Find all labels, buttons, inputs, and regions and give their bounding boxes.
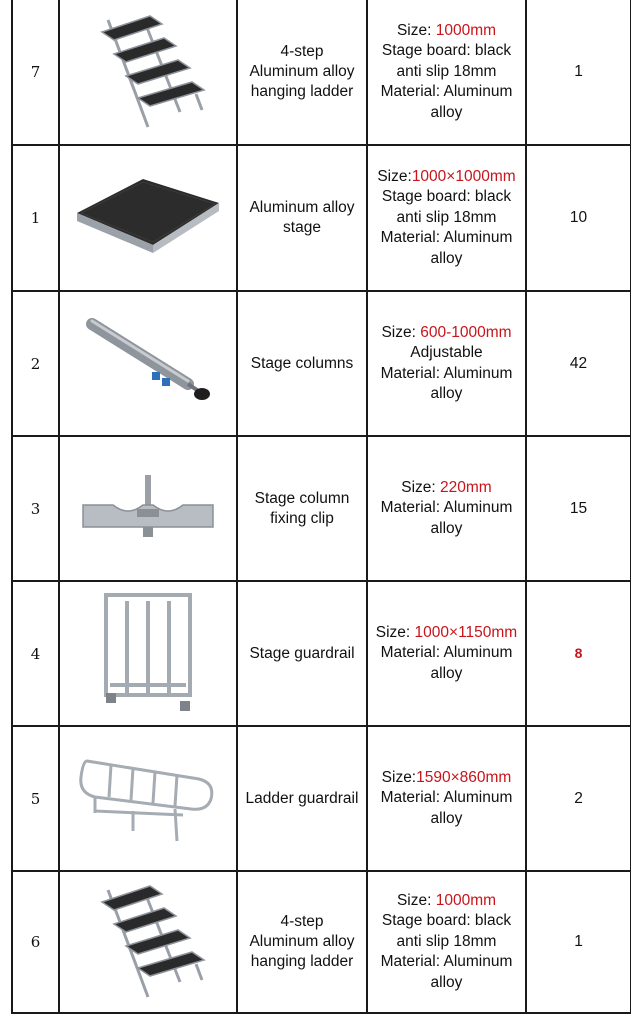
size-label: Size: bbox=[381, 323, 421, 341]
product-name-line: stage bbox=[283, 219, 321, 236]
spec-line: Material: Aluminum bbox=[380, 229, 513, 247]
spec-line: Material: Aluminum bbox=[380, 953, 513, 971]
product-name-line: fixing clip bbox=[270, 509, 334, 527]
product-name bbox=[237, 581, 367, 726]
product-image bbox=[59, 871, 237, 1013]
product-name-line: Aluminum alloy bbox=[249, 933, 355, 950]
product-name bbox=[237, 871, 367, 1013]
quantity bbox=[526, 871, 631, 1013]
product-image bbox=[59, 0, 237, 145]
table-row bbox=[12, 436, 631, 581]
product-image bbox=[59, 436, 237, 581]
quantity-value: 2 bbox=[574, 789, 583, 807]
size-value: 1000×1000mm bbox=[411, 167, 516, 185]
spec-line: anti slip 18mm bbox=[396, 62, 497, 80]
ladder-icon bbox=[60, 882, 236, 1002]
ladder-guardrail-icon bbox=[60, 749, 236, 849]
size-label: Size: bbox=[377, 167, 412, 185]
item-number: 1 bbox=[12, 145, 59, 291]
product-name-line: 4-step bbox=[280, 43, 324, 60]
quantity bbox=[526, 291, 631, 436]
quantity-value: 10 bbox=[569, 209, 588, 226]
quantity bbox=[526, 436, 631, 581]
size-value: 1590×860mm bbox=[416, 768, 512, 786]
ladder-icon bbox=[60, 12, 236, 132]
spec-line: alloy bbox=[430, 664, 463, 682]
product-spec bbox=[367, 581, 526, 726]
item-number: 4 bbox=[12, 581, 59, 726]
item-number: 5 bbox=[12, 726, 59, 871]
product-spec bbox=[367, 871, 526, 1013]
quantity-value: 42 bbox=[569, 354, 588, 372]
spec-line: Material: Aluminum bbox=[380, 364, 513, 382]
product-image bbox=[59, 581, 237, 726]
spec-line: anti slip 18mm bbox=[396, 208, 497, 226]
spec-line: alloy bbox=[430, 103, 463, 121]
item-number: 6 bbox=[12, 871, 59, 1013]
item-number: 3 bbox=[12, 436, 59, 581]
product-name-line: hanging ladder bbox=[250, 83, 354, 100]
product-spec bbox=[367, 145, 526, 291]
product-spec bbox=[367, 726, 526, 871]
spec-line: Stage board: black bbox=[381, 42, 512, 60]
spec-line: Adjustable bbox=[410, 344, 483, 361]
size-value: 600-1000mm bbox=[420, 323, 512, 341]
parts-table bbox=[11, 0, 631, 1014]
table-row bbox=[12, 871, 631, 1013]
product-name-line: Stage guardrail bbox=[249, 644, 355, 662]
spec-line: alloy bbox=[430, 249, 463, 267]
spec-line: Material: Aluminum bbox=[380, 789, 513, 807]
size-label: Size: bbox=[401, 478, 441, 496]
table-row bbox=[12, 0, 631, 145]
size-value: 1000mm bbox=[435, 891, 497, 909]
product-image bbox=[59, 291, 237, 436]
guardrail-icon bbox=[60, 589, 236, 719]
table-row bbox=[12, 581, 631, 726]
spec-line: alloy bbox=[430, 973, 463, 991]
product-spec bbox=[367, 0, 526, 145]
product-name-line: Stage column bbox=[254, 489, 350, 507]
size-line bbox=[368, 623, 525, 644]
product-name bbox=[237, 436, 367, 581]
parts-table-body bbox=[12, 0, 631, 1013]
size-line bbox=[368, 891, 525, 912]
spec-line: anti slip 18mm bbox=[396, 932, 497, 950]
size-label: Size: bbox=[396, 891, 436, 909]
product-name bbox=[237, 0, 367, 145]
spec-line: alloy bbox=[430, 519, 463, 537]
spec-line: Material: Aluminum bbox=[380, 644, 513, 662]
spec-line: Material: Aluminum bbox=[380, 83, 513, 101]
product-spec bbox=[367, 436, 526, 581]
stage-platform-icon bbox=[60, 173, 236, 263]
size-value: 1000×1150mm bbox=[414, 623, 518, 641]
spec-line: alloy bbox=[430, 385, 463, 402]
item-number: 2 bbox=[12, 291, 59, 436]
size-line bbox=[368, 323, 525, 344]
size-line bbox=[368, 478, 525, 499]
product-name bbox=[237, 291, 367, 436]
quantity-value: 15 bbox=[569, 499, 588, 517]
quantity-value: 1 bbox=[574, 63, 583, 80]
table-row bbox=[12, 145, 631, 291]
product-image bbox=[59, 145, 237, 291]
size-line bbox=[368, 21, 525, 42]
quantity-value: 1 bbox=[574, 933, 583, 950]
quantity bbox=[526, 581, 631, 726]
quantity bbox=[526, 0, 631, 145]
quantity bbox=[526, 145, 631, 291]
size-line bbox=[368, 768, 525, 789]
size-label: Size: bbox=[375, 623, 415, 641]
product-name bbox=[237, 726, 367, 871]
product-image bbox=[59, 726, 237, 871]
product-name-line: Ladder guardrail bbox=[245, 789, 359, 807]
table-row bbox=[12, 291, 631, 436]
spec-line: Material: Aluminum bbox=[380, 499, 513, 517]
product-name bbox=[237, 145, 367, 291]
size-value: 1000mm bbox=[435, 21, 497, 39]
product-name-line: 4-step bbox=[280, 913, 324, 930]
spec-line: Stage board: black bbox=[381, 188, 512, 206]
size-value: 220mm bbox=[440, 478, 492, 496]
product-name-line: Aluminum alloy bbox=[249, 63, 355, 80]
quantity bbox=[526, 726, 631, 871]
product-name-line: Stage columns bbox=[250, 354, 354, 372]
stage-column-icon bbox=[60, 314, 236, 414]
table-row bbox=[12, 726, 631, 871]
product-name-line: hanging ladder bbox=[250, 953, 354, 970]
item-number: 7 bbox=[12, 0, 59, 145]
fixing-clip-icon bbox=[60, 469, 236, 549]
spec-line: Stage board: black bbox=[381, 912, 512, 930]
size-label: Size: bbox=[381, 768, 417, 786]
quantity-value: 8 bbox=[574, 644, 583, 661]
spec-line: alloy bbox=[430, 809, 463, 827]
size-label: Size: bbox=[396, 21, 436, 39]
product-name-line: Aluminum alloy bbox=[249, 199, 355, 216]
product-spec bbox=[367, 291, 526, 436]
size-line bbox=[368, 167, 525, 188]
